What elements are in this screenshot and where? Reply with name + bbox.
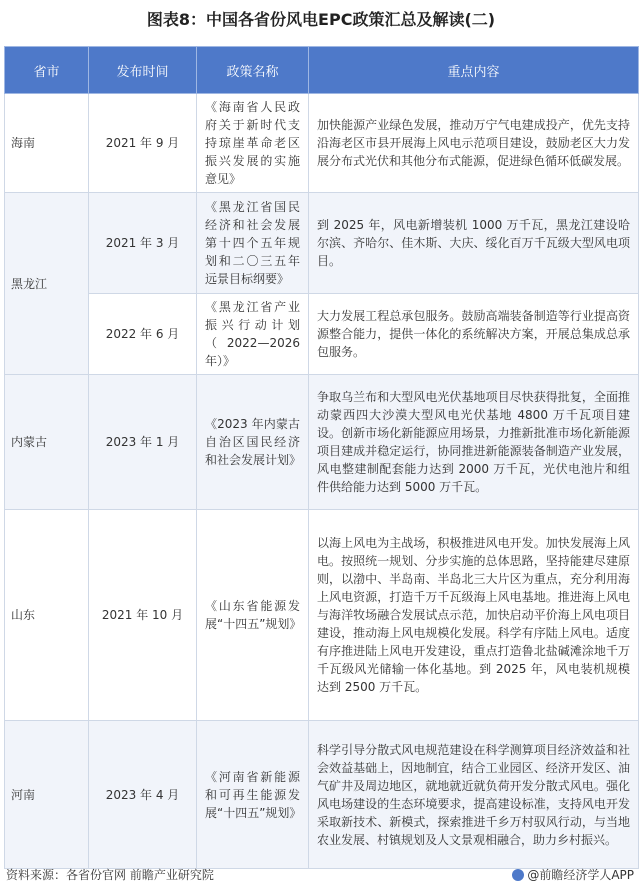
content-cell: 大力发展工程总承包服务。鼓励高端装备制造等行业提高资源整合能力，提供一体化的系统解决方案，开展总集成总承包服务。: [309, 294, 639, 375]
date-cell: 2021 年 10 月: [89, 510, 197, 721]
content-cell: 科学引导分散式风电规范建设在科学测算项目经济效益和社会效益基础上，因地制宜，结合工业园区、经济开发区、油气矿井及周边地区，就地就近就负荷开发分散式风电。强化风电场建设的生态环境要求，提高建设标准，支持风电开发采取新技术、新模式，探索推进千乡万村驭风行动，与当地农业发展、村镇规划及人文景观相融合，助力乡村振兴。: [309, 721, 639, 869]
date-cell: 2023 年 4 月: [89, 721, 197, 869]
table-row: [5, 94, 639, 193]
policy-cell: 《黑龙江省国民经济和社会发展第十四个五年规划和二〇三五年远景目标纲要》: [197, 193, 309, 294]
brand-credit: [512, 866, 634, 883]
policy-cell: 《海南省人民政府关于新时代支持琼崖革命老区振兴发展的实施意见》: [197, 94, 309, 193]
content-cell: 到 2025 年，风电新增装机 1000 万千瓦，黑龙江建设哈尔滨、齐哈尔、佳木斯、大庆、绥化百万千瓦级大型风电项目。: [309, 193, 639, 294]
table-row: [5, 193, 639, 294]
content-cell: 加快能源产业绿色发展，推动万宁气电建成投产，优先支持沿海老区市县开展海上风电示范项目建设，鼓励老区大力发展分布式光伏和其他分布式能源，促进绿色循环低碳发展。: [309, 94, 639, 193]
header-date: 发布时间: [89, 47, 197, 94]
province-cell: 黑龙江: [5, 193, 89, 375]
content-cell: 以海上风电为主战场，积极推进风电开发。加快发展海上风电。按照统一规划、分步实施的总体思路，坚持能建尽建原则，以渤中、半岛南、半岛北三大片区为重点，充分利用海上风电资源，打造千万千瓦级海上风电基地。推进海上风电与海洋牧场融合发展试点示范，加快启动平价海上风电项目建设，推动海上风电规模化发展。科学有序陆上风电。适度有序推进陆上风电开发建设，重点打造鲁北盐碱滩涂地千万千瓦级风光储输一体化基地。到 2025 年，风电装机规模达到 2500 万千瓦。: [309, 510, 639, 721]
table-header-row: [5, 47, 639, 94]
policy-cell: 《黑龙江省产业振兴行动计划（2022—2026年）》: [197, 294, 309, 375]
header-content: 重点内容: [309, 47, 639, 94]
date-cell: 2021 年 3 月: [89, 193, 197, 294]
date-cell: 2021 年 9 月: [89, 94, 197, 193]
policy-cell: 《2023 年内蒙古自治区国民经济和社会发展计划》: [197, 375, 309, 510]
date-cell: 2023 年 1 月: [89, 375, 197, 510]
page-title: 图表8：中国各省份风电EPC政策汇总及解读(二): [146, 10, 496, 29]
province-cell: 内蒙古: [5, 375, 89, 510]
header-policy: 政策名称: [197, 47, 309, 94]
policy-cell: 《山东省能源发展“十四五”规划》: [197, 510, 309, 721]
content-cell: 争取乌兰布和大型风电光伏基地项目尽快获得批复，全面推动蒙西四大沙漠大型风电光伏基地 4800 万千瓦项目建设。创新市场化新能源应用场景，力推新批准市场化新能源项目建成并稳定运行，协同推进新能源装备制造产业发展，风电整建制配套能力达到 2000 万千瓦，光伏电池片和组件供给能力达到 5000 万千瓦。: [309, 375, 639, 510]
brand-logo-icon: [512, 869, 524, 881]
policy-table: [4, 46, 639, 869]
table-row: [5, 375, 639, 510]
policy-cell: 《河南省新能源和可再生能源发展“十四五”规划》: [197, 721, 309, 869]
province-cell: 河南: [5, 721, 89, 869]
province-cell: 山东: [5, 510, 89, 721]
table-row: [5, 510, 639, 721]
province-cell: 海南: [5, 94, 89, 193]
brand-label: @前瞻经济学人APP: [527, 868, 634, 882]
table-row: [5, 721, 639, 869]
source-note: 资料来源：各省份官网 前瞻产业研究院: [6, 868, 214, 882]
date-cell: 2022 年 6 月: [89, 294, 197, 375]
table-row: [5, 294, 639, 375]
header-province: 省市: [5, 47, 89, 94]
